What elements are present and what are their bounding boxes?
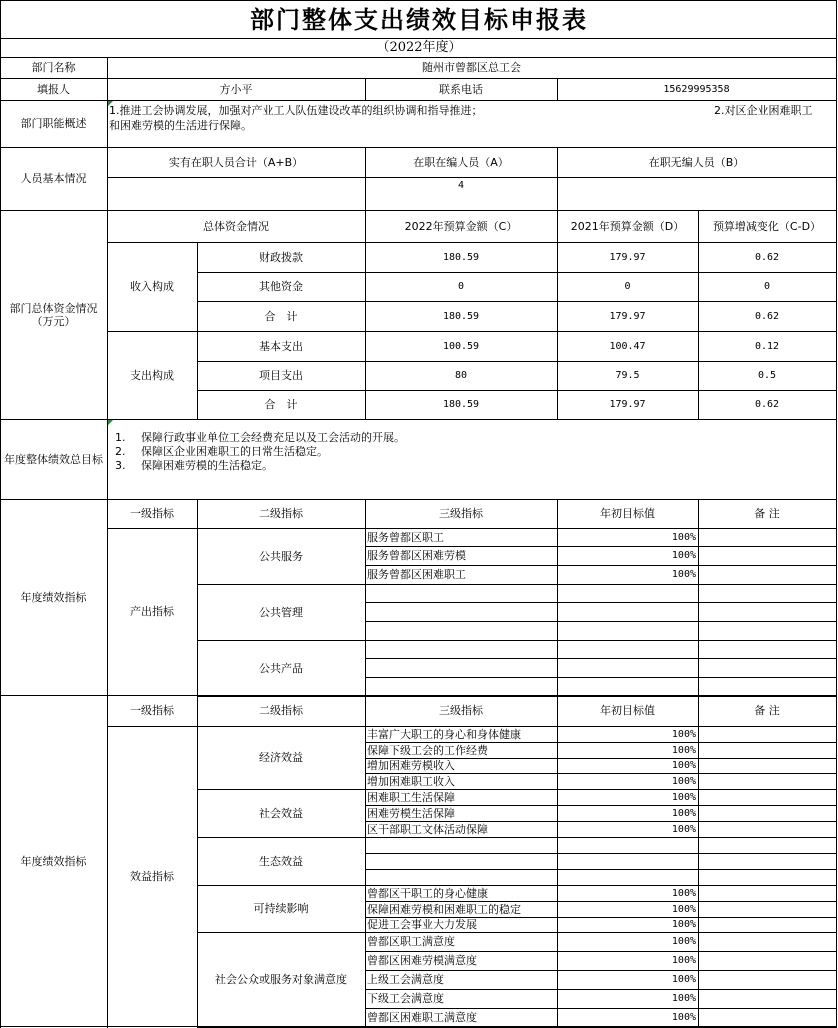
funds-header-overall: 总体资金情况 [203,219,269,233]
grid-line [0,0,837,1]
goal-text: 保障困难劳模的生活稳定。 [141,459,273,472]
benefit-target: 100% [671,728,696,740]
grid-line [698,499,699,696]
expense-row-d: 100.47 [609,340,646,352]
output-level3: 服务曾都区困难劳模 [367,549,466,562]
benefit-level2: 可持续影响 [253,902,309,915]
functions-label: 部门职能概述 [20,117,87,130]
grid-line [365,658,837,659]
grid-line [365,621,837,622]
expense-row-cd: 0.5 [757,370,777,381]
income-row-c: 180.59 [442,310,480,322]
comment-marker-icon [108,420,113,425]
income-row-d: 0 [624,281,631,292]
output-level2: 公共管理 [259,605,303,619]
report-year: （2022年度） [376,40,462,55]
expense-row-c: 100.59 [442,340,480,352]
benefit-level3: 曾都区困难劳模满意度 [367,954,477,967]
output-header-3: 年初目标值 [600,507,655,520]
grid-line [0,100,837,101]
output-level2: 公共服务 [259,549,303,563]
output-level1: 产出指标 [130,605,174,618]
goal-item [115,459,405,473]
grid-line [365,602,837,603]
expense-row-c: 180.59 [442,399,480,410]
benefit-target: 100% [671,744,696,756]
staff-value-a: 4 [457,180,465,191]
benefit-level3: 保障下级工会的工作经费 [367,743,488,757]
benefit-level3: 区干部职工文体活动保障 [367,822,488,836]
output-level3: 服务曾都区职工 [367,530,444,544]
grid-line [836,0,837,1028]
benefit-level2: 社会公众或服务对象满意度 [215,973,347,986]
reporter-value: 方小平 [219,82,253,96]
grid-line [0,147,837,148]
functions-text-3: 和困难劳模的生活进行保障。 [109,118,252,132]
income-row-cd: 0.62 [754,251,780,263]
goal-item [115,431,405,445]
phone-label: 联系电话 [439,82,483,96]
grid-line [107,57,108,1028]
expense-row-name: 基本支出 [259,339,303,353]
benefit-target: 100% [671,974,696,985]
output-level2: 公共产品 [259,661,303,675]
benefit-target: 100% [671,760,696,771]
staff-header-total: 实有在职人员合计（A+B） [168,155,304,169]
goal-text: 保障区企业困难职工的日常生活稳定。 [141,445,328,458]
funds-header-c: 2022年预算金额（C） [404,219,518,233]
benefit-level2: 生态效益 [259,854,303,868]
benefit-level3: 增加困难劳模收入 [367,759,455,772]
grid-line [0,57,837,58]
income-label: 收入构成 [130,280,174,293]
benefit-target: 100% [671,775,696,787]
benefit-level3: 丰富广大职工的身心和身体健康 [367,727,521,741]
benefit-level3: 曾都区干职工的身心健康 [367,886,488,900]
income-row-d: 179.97 [609,310,646,322]
funds-header-d: 2021年预算金额（D） [570,219,685,233]
grid-line [0,38,837,39]
staff-header-a: 在职在编人员（A） [413,155,509,169]
benefit-target: 100% [671,823,696,835]
benefit-section-label: 年度绩效指标 [20,854,87,868]
output-header-0: 一级指标 [130,507,174,520]
expense-row-cd: 0.12 [754,340,780,352]
output-header-4: 备 注 [754,507,780,520]
benefit-level3: 促进工会事业大力发展 [367,918,477,931]
goal-number: 3. [115,459,126,472]
benefit-level3: 困难劳模生活保障 [367,806,455,820]
income-row-cd: 0.62 [754,310,780,322]
expense-row-d: 179.97 [609,399,646,410]
benefit-level2: 社会效益 [259,806,303,820]
benefit-level2: 经济效益 [259,751,303,764]
goals-label: 年度整体绩效总目标 [4,452,103,466]
phone-value: 15629995358 [663,83,730,95]
benefit-header-0: 一级指标 [130,704,174,717]
dept-name-value: 随州市曾都区总工会 [422,61,521,74]
income-row-c: 0 [457,281,465,292]
output-target: 100% [671,569,696,580]
benefit-header-4: 备 注 [754,704,780,717]
output-section-label: 年度绩效指标 [20,590,87,604]
expense-row-cd: 0.62 [754,399,780,410]
benefit-target: 100% [671,936,696,947]
benefit-level3: 增加困难职工收入 [367,774,455,788]
goals-list [115,431,405,473]
expense-label: 支出构成 [130,368,174,382]
income-row-c: 180.59 [442,251,480,263]
grid-line [365,677,837,678]
expense-row-name: 合 计 [264,398,298,411]
benefit-target: 100% [671,903,696,915]
benefit-header-3: 年初目标值 [600,704,655,717]
benefit-target: 100% [671,807,696,819]
benefit-target: 100% [671,993,696,1004]
grid-line [0,0,1,1028]
output-target: 100% [671,531,696,543]
benefit-level3: 曾都区困难职工满意度 [367,1011,477,1024]
output-header-2: 三级指标 [439,507,483,520]
funds-label: 部门总体资金情况（万元） [9,301,98,328]
goal-number: 1. [115,431,126,444]
staff-value-b [557,177,836,210]
expense-row-d: 79.5 [615,370,640,381]
grid-line [0,78,837,79]
benefit-header-2: 三级指标 [439,704,483,717]
grid-line [365,869,837,870]
income-row-name: 合 计 [264,309,298,323]
staff-label: 人员基本情况 [20,172,87,185]
staff-header-b: 在职无编人员（B） [648,155,745,169]
comment-marker-icon [108,101,113,106]
expense-row-c: 80 [454,370,468,381]
functions-text-1: 1.推进工会协调发展，加强对产业工人队伍建设改革的组织协调和指导推进； [109,103,483,117]
benefit-level3: 保障困难劳模和困难职工的稳定 [367,902,521,916]
grid-line [0,419,837,420]
benefit-level3: 困难职工生活保障 [367,790,455,804]
output-level3: 服务曾都区困难职工 [367,568,466,581]
grid-line [698,695,699,1028]
benefit-level3: 曾都区职工满意度 [367,935,455,948]
goal-number: 2. [115,445,126,458]
benefit-level3: 上级工会满意度 [367,973,444,986]
report-title: 部门整体支出绩效目标申报表 [250,4,588,34]
functions-text-2: 2.对区企业困难职工 [714,103,813,117]
dept-name-label: 部门名称 [31,61,76,74]
grid-line [365,853,837,854]
output-header-1: 二级指标 [259,507,303,520]
grid-line [365,78,366,101]
income-row-d: 179.97 [609,251,646,263]
income-row-cd: 0 [763,281,771,292]
grid-line [557,78,558,101]
income-row-name: 财政拨款 [259,250,303,264]
benefit-header-1: 二级指标 [259,704,303,717]
income-row-name: 其他资金 [259,280,303,293]
grid-line [557,147,558,211]
funds-header-cd: 预算增减变化（C-D） [712,219,822,233]
goal-text: 保障行政事业单位工会经费充足以及工会活动的开展。 [141,431,405,444]
reporter-label: 填报人 [37,82,70,96]
grid-line [365,147,366,211]
goal-item [115,445,405,459]
output-target: 100% [671,550,696,561]
grid-line [0,210,837,211]
staff-value-total [107,177,365,210]
benefit-target: 100% [671,955,696,966]
expense-row-name: 项目支出 [259,369,303,382]
benefit-target: 100% [671,887,696,899]
benefit-target: 100% [671,1012,696,1023]
benefit-target: 100% [671,791,696,803]
grid-line [107,177,837,178]
benefit-level1: 效益指标 [130,870,174,883]
benefit-level3: 下级工会满意度 [367,992,444,1005]
benefit-target: 100% [671,919,696,930]
